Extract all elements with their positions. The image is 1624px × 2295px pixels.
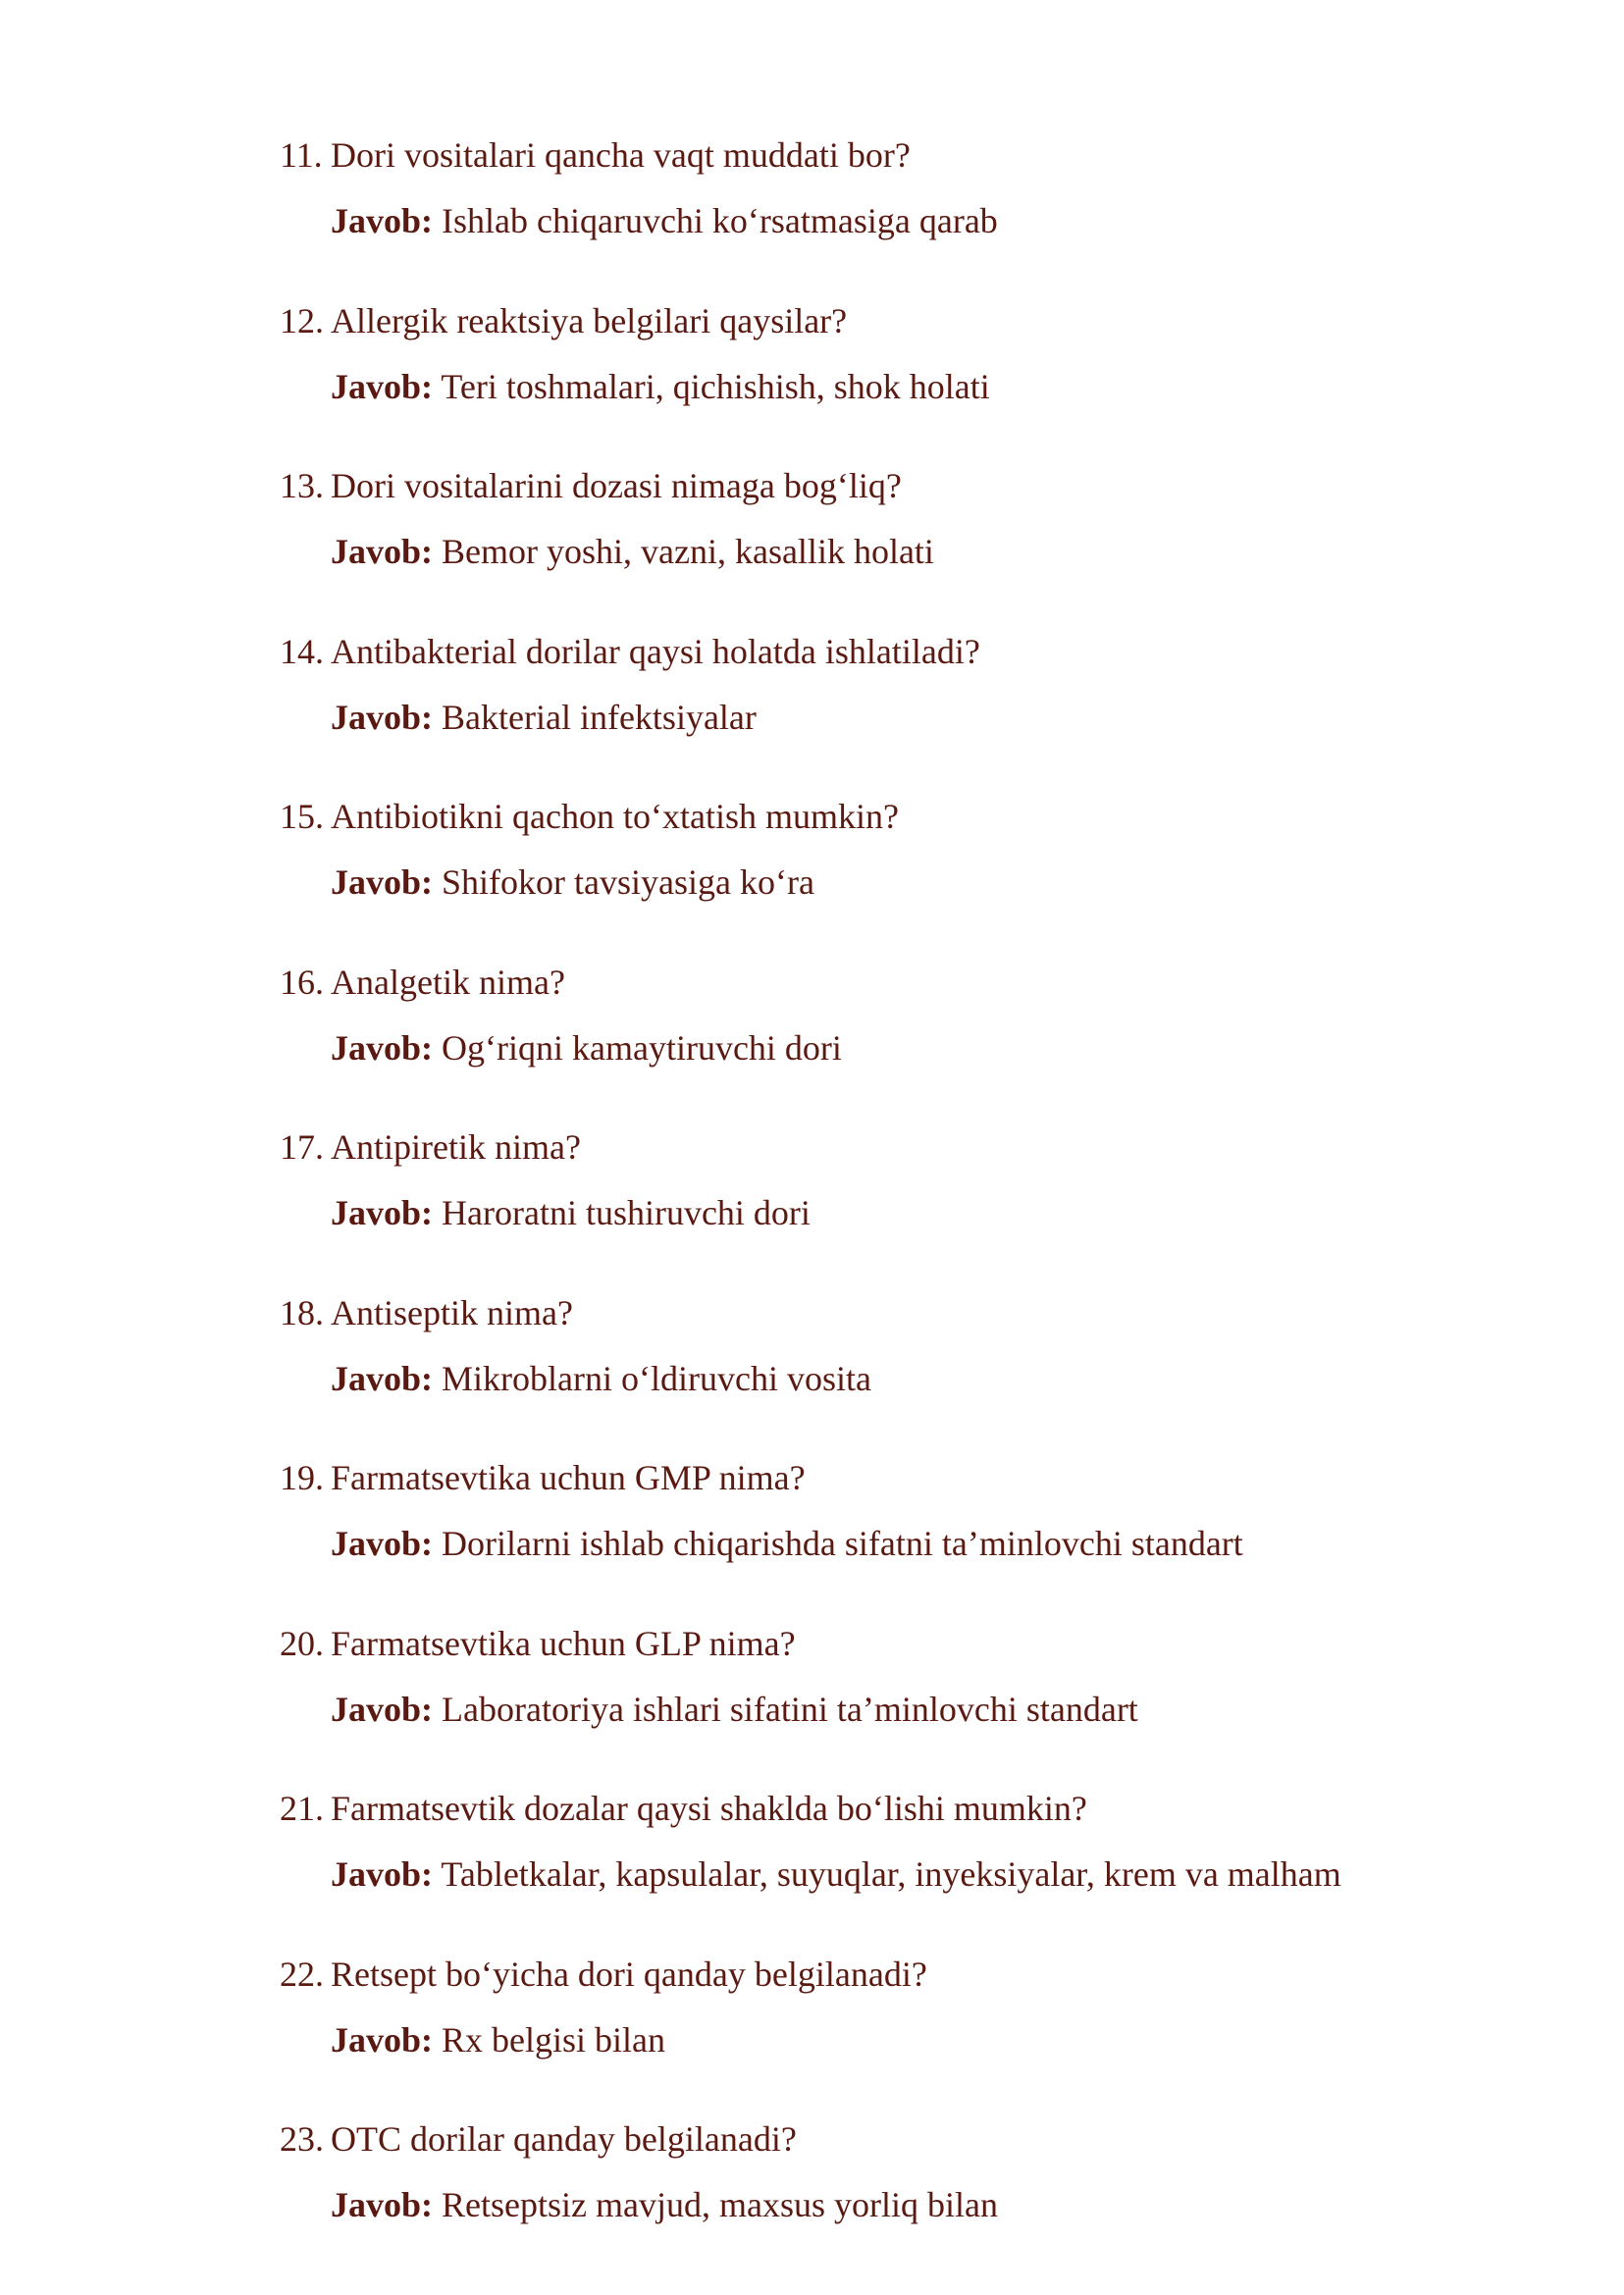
list-item — [280, 1454, 1555, 1620]
question-number: 15. — [280, 797, 324, 836]
answer-text: Rx belgisi bilan — [442, 2019, 666, 2060]
question-number: 16. — [280, 962, 324, 1002]
question-text: Allergik reaktsiya belgilari qaysilar? — [331, 300, 848, 340]
list-item — [280, 1785, 1555, 1951]
question — [280, 1454, 806, 1501]
answer-label: Javob: — [331, 2019, 434, 2060]
answer-text: Haroratni tushiruvchi dori — [442, 1193, 811, 1232]
question — [280, 297, 847, 344]
answer — [331, 528, 934, 575]
list-item — [280, 1620, 1555, 1786]
answer — [331, 1189, 811, 1236]
answer — [331, 2016, 665, 2063]
answer-text: Ishlab chiqaruvchi ko‘rsatmasiga qarab — [442, 201, 998, 240]
question — [280, 1289, 573, 1336]
question — [280, 462, 902, 509]
question — [280, 959, 565, 1006]
answer-label: Javob: — [331, 2185, 434, 2224]
qa-list — [280, 131, 1555, 2281]
answer-text: Dorilarni ishlab chiqarishda sifatni ta’minlovchi standart — [442, 1524, 1243, 1563]
question — [280, 793, 899, 840]
answer-label: Javob: — [331, 1193, 434, 1232]
answer — [331, 694, 757, 741]
answer-label: Javob: — [331, 1689, 434, 1729]
list-item — [280, 1123, 1555, 1289]
answer-label: Javob: — [331, 201, 434, 240]
list-item — [280, 462, 1555, 628]
answer-text: Bemor yoshi, vazni, kasallik holati — [442, 532, 934, 571]
answer-label: Javob: — [331, 532, 434, 571]
answer-text: Laboratoriya ishlari sifatini ta’minlovchi standart — [442, 1689, 1138, 1729]
question-number: 14. — [280, 631, 324, 671]
answer — [331, 859, 814, 906]
question-number: 18. — [280, 1292, 324, 1332]
list-item — [280, 1951, 1555, 2116]
question-number: 22. — [280, 1954, 324, 1994]
answer — [331, 197, 998, 244]
answer-label: Javob: — [331, 697, 434, 737]
question-text: Analgetik nima? — [331, 962, 565, 1002]
question-text: OTC dorilar qanday belgilanadi? — [331, 2119, 797, 2159]
question-text: Dori vositalari qancha vaqt muddati bor? — [331, 135, 911, 175]
answer-text: Retseptsiz mavjud, maxsus yorliq bilan — [442, 2185, 998, 2224]
question-text: Farmatsevtik dozalar qaysi shaklda bo‘lishi mumkin? — [331, 1789, 1087, 1828]
answer-label: Javob: — [331, 1027, 434, 1068]
answer — [331, 363, 990, 410]
question — [280, 628, 980, 675]
question — [280, 1123, 581, 1171]
question — [280, 1951, 927, 1998]
question — [280, 1785, 1087, 1832]
answer-text: Teri toshmalari, qichishish, shok holati — [441, 366, 990, 406]
answer — [331, 1851, 1341, 1898]
answer-label: Javob: — [331, 366, 434, 406]
answer — [331, 1355, 871, 1402]
question-number: 17. — [280, 1127, 324, 1167]
question-text: Dori vositalarini dozasi nimaga bog‘liq? — [331, 466, 902, 505]
answer-text: Tabletkalar, kapsulalar, suyuqlar, inyeksiyalar, krem va malham — [441, 1854, 1341, 1894]
list-item — [280, 2115, 1555, 2281]
question-number: 11. — [280, 135, 323, 175]
question-text: Antipiretik nima? — [331, 1127, 581, 1167]
list-item — [280, 1289, 1555, 1455]
question-text: Antibakterial dorilar qaysi holatda ishlatiladi? — [331, 631, 980, 671]
answer — [331, 1024, 842, 1071]
answer — [331, 1686, 1138, 1733]
answer-label: Javob: — [331, 862, 434, 902]
list-item — [280, 628, 1555, 794]
answer-text: Shifokor tavsiyasiga ko‘ra — [442, 862, 814, 902]
question-number: 21. — [280, 1789, 324, 1828]
question-number: 19. — [280, 1458, 324, 1497]
question-number: 23. — [280, 2119, 324, 2159]
answer-label: Javob: — [331, 1854, 434, 1894]
answer — [331, 1520, 1243, 1567]
answer-label: Javob: — [331, 1358, 434, 1398]
question-number: 12. — [280, 300, 324, 340]
question-number: 13. — [280, 466, 324, 505]
question-text: Retsept bo‘yicha dori qanday belgilanadi? — [331, 1954, 927, 1994]
list-item — [280, 959, 1555, 1124]
answer-text: Og‘riqni kamaytiruvchi dori — [442, 1027, 842, 1068]
question-text: Farmatsevtika uchun GLP nima? — [331, 1623, 796, 1663]
list-item — [280, 131, 1555, 297]
question-text: Antiseptik nima? — [331, 1292, 573, 1332]
question — [280, 131, 911, 179]
answer — [331, 2181, 998, 2228]
list-item — [280, 297, 1555, 463]
question — [280, 2115, 797, 2163]
question-text: Farmatsevtika uchun GMP nima? — [331, 1458, 806, 1497]
answer-label: Javob: — [331, 1524, 434, 1563]
question-text: Antibiotikni qachon to‘xtatish mumkin? — [331, 797, 899, 836]
list-item — [280, 793, 1555, 959]
question-number: 20. — [280, 1623, 324, 1663]
answer-text: Bakterial infektsiyalar — [442, 697, 757, 737]
question — [280, 1620, 796, 1667]
answer-text: Mikroblarni o‘ldiruvchi vosita — [442, 1358, 871, 1398]
